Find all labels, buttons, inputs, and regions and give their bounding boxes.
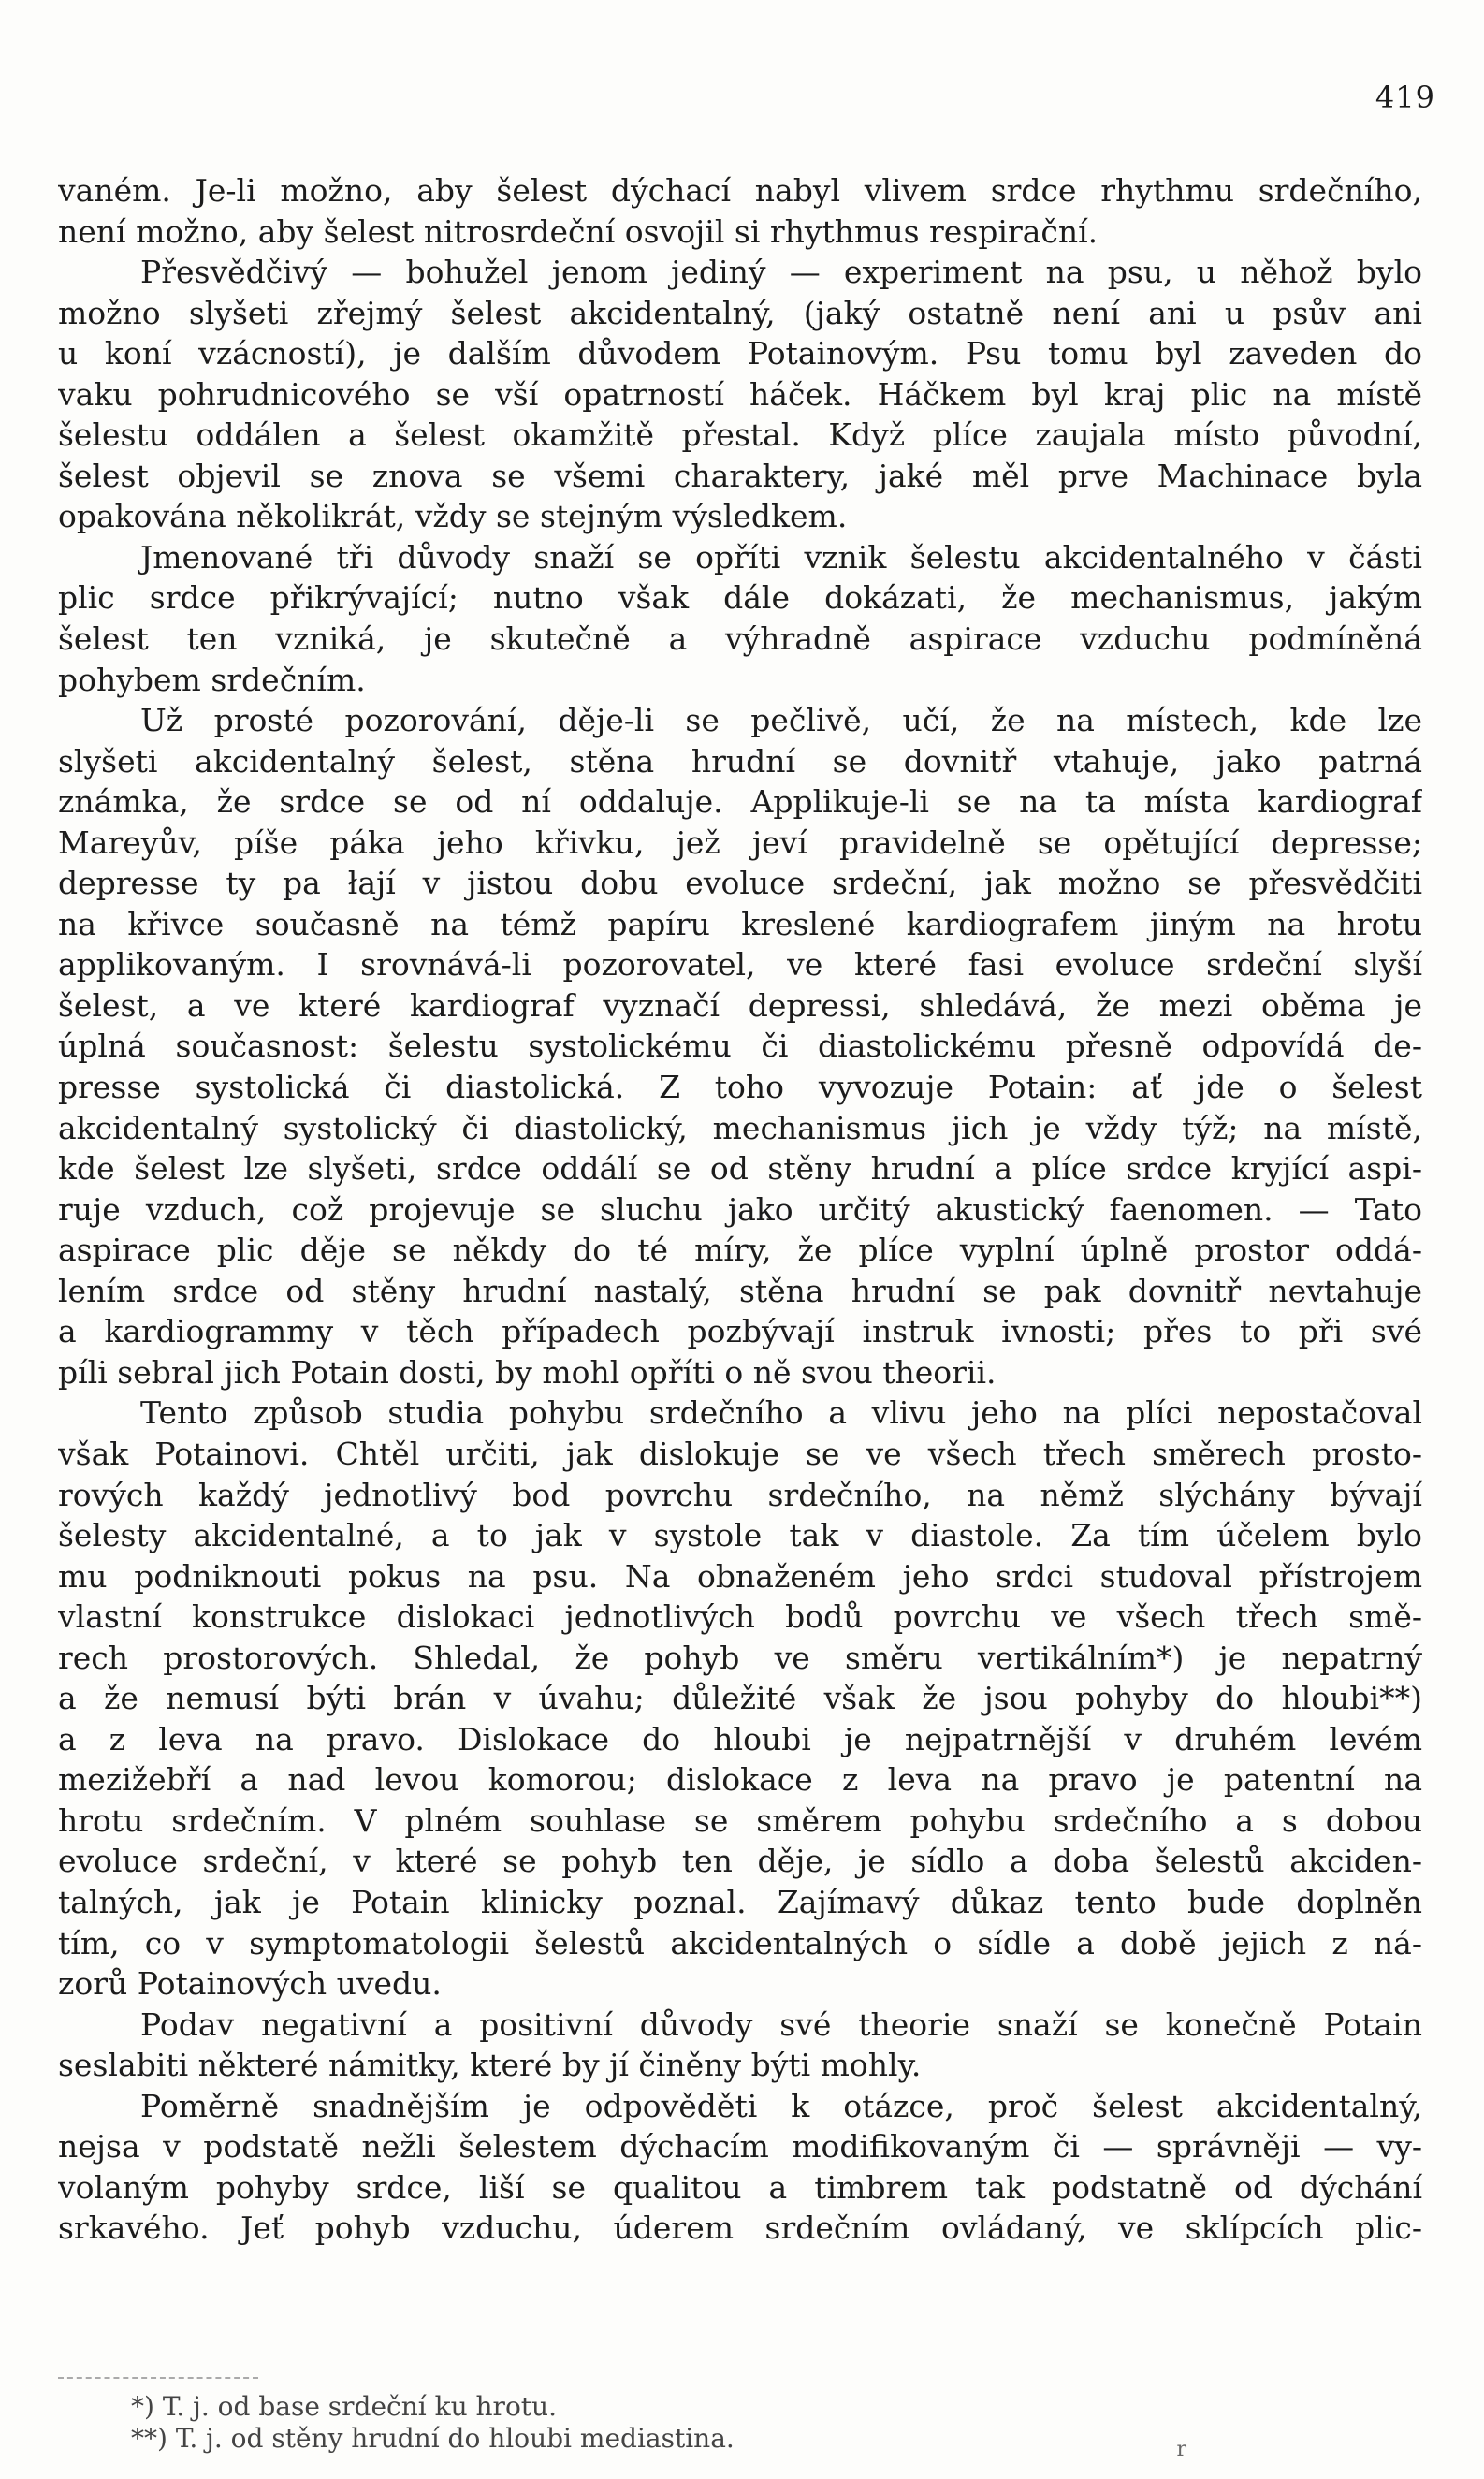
text-line: možno slyšeti zřejmý šelest akcidentalný, (jaký ostatně není ani u psův ani (58, 294, 1422, 331)
text-line: Tento způsob studia pohybu srdečního a vlivu jeho na plíci nepostačoval (140, 1394, 1422, 1432)
text-line: srkavého. Jeť pohyb vzduchu, úderem srdečním ovládaný, ve sklípcích plic- (58, 2209, 1422, 2247)
text-line: Jmenované tři důvody snaží se opříti vznik šelestu akcidentalného v části (140, 538, 1422, 576)
text-line: není možno, aby šelest nitrosrdeční osvojil si rhythmus respirační. (58, 212, 1098, 250)
text-line: a kardiogrammy v těch případech pozbývají instruk ivnosti; přes to při své (58, 1313, 1422, 1350)
text-line: evoluce srdeční, v které se pohyb ten děje, je sídlo a doba šelestů akciden- (58, 1843, 1422, 1880)
text-line: hrotu srdečním. V plném souhlase se směrem pohybu srdečního a s dobou (58, 1801, 1422, 1839)
text-line: seslabiti některé námitky, které by jí činěny býti mohly. (58, 2047, 922, 2084)
text-line: vaném. Je-li možno, aby šelest dýchací nabyl vlivem srdce rhythmu srdečního, (58, 172, 1422, 209)
text-line: volaným pohyby srdce, liší se qualitou a timbrem tak podstatně od dýchání (58, 2168, 1422, 2206)
text-line: a z leva na pravo. Dislokace do hloubi je nejpatrnější v druhém levém (58, 1720, 1422, 1757)
text-line: šelestu oddálen a šelest okamžitě přestal. Když plíce zaujala místo původní, (58, 416, 1422, 454)
text-line: píli sebral jich Potain dosti, by mohl opříti o ně svou theorii. (58, 1353, 997, 1391)
footnote-divider (58, 2377, 258, 2379)
text-line: Už prosté pozorování, děje-li se pečlivě, učí, že na místech, kde lze (140, 702, 1422, 739)
text-line: rech prostorových. Shledal, že pohyb ve směru vertikálním*) je nepatrný (58, 1639, 1422, 1676)
text-line: na křivce současně na témž papíru kreslené kardiografem jiným na hrotu (58, 905, 1422, 942)
footnote: *) T. j. od base srdeční ku hrotu. (131, 2391, 557, 2422)
text-line: presse systolická či diastolická. Z toho vyvozuje Potain: ať jde o šelest (58, 1069, 1422, 1106)
text-line: applikovaným. I srovnává-li pozorovatel, ve které fasi evoluce srdeční slyší (58, 946, 1422, 984)
printer-mark: r (1176, 2438, 1186, 2461)
text-line: opakována několikrát, vždy se stejným výsledkem. (58, 498, 848, 535)
text-line: vaku pohrudnicového se vší opatrností háček. Háčkem byl kraj plic na místě (58, 375, 1422, 413)
text-line: kde šelest lze slyšeti, srdce oddálí se od stěny hrudní a plíce srdce kryjící aspi- (58, 1150, 1422, 1188)
text-line: rových každý jednotlivý bod povrchu srdečního, na němž slýchány bývají (58, 1476, 1422, 1513)
body-text (58, 170, 1422, 2249)
text-line: šelest ten vzniká, je skutečně a výhradně aspirace vzduchu podmíněná (58, 620, 1422, 658)
footnote: **) T. j. od stěny hrudní do hloubi mediastina. (131, 2423, 735, 2454)
text-line: plic srdce přikrývající; nutno však dále dokázati, že mechanismus, jakým (58, 579, 1422, 617)
text-line: vlastní konstrukce dislokaci jednotlivých bodů povrchu ve všech třech smě- (58, 1598, 1422, 1636)
page-number: 419 (1375, 80, 1435, 115)
text-line: mezižebří a nad levou komorou; dislokace z leva na pravo je patentní na (58, 1761, 1422, 1799)
text-line: u koní vzácností), je dalším důvodem Potainovým. Psu tomu byl zaveden do (58, 335, 1422, 372)
text-line: nejsa v podstatě nežli šelestem dýchacím modifikovaným či — správněji — vy- (58, 2128, 1422, 2165)
text-line: Mareyův, píše páka jeho křivku, jež jeví pravidelně se opětující depresse; (58, 824, 1422, 861)
text-line: zorů Potainových uvedu. (58, 1965, 442, 2003)
text-line: akcidentalný systolický či diastolický, mechanismus jich je vždy týž; na místě, (58, 1109, 1422, 1146)
text-line: talných, jak je Potain klinicky poznal. Zajímavý důkaz tento bude doplněn (58, 1883, 1422, 1920)
text-line: známka, že srdce se od ní oddaluje. Applikuje-li se na ta místa kardiograf (58, 783, 1422, 821)
text-line: šelest, a ve které kardiograf vyznačí depressi, shledává, že mezi oběma je (58, 986, 1422, 1024)
text-line: slyšeti akcidentalný šelest, stěna hrudní se dovnitř vtahuje, jako patrná (58, 742, 1422, 780)
text-line: úplná současnost: šelestu systolickému či diastolickému přesně odpovídá de- (58, 1028, 1422, 1065)
text-line: tím, co v symptomatologii šelestů akcidentalných o sídle a době jejich z ná- (58, 1924, 1422, 1961)
text-line: šelest objevil se znova se všemi charaktery, jaké měl prve Machinace byla (58, 457, 1422, 494)
footnotes (131, 2391, 973, 2455)
text-line: a že nemusí býti brán v úvahu; důležité však že jsou pohyby do hloubi**) (58, 1680, 1422, 1717)
text-line: aspirace plic děje se někdy do té míry, že plíce vyplní úplně prostor oddá- (58, 1232, 1422, 1269)
text-line: depresse ty pa łají v jistou dobu evoluce srdeční, jak možno se přesvědčiti (58, 865, 1422, 902)
text-line: mu podniknouti pokus na psu. Na obnaženém jeho srdci studoval přístrojem (58, 1557, 1422, 1595)
text-line: ruje vzduch, což projevuje se sluchu jako určitý akustický faenomen. — Tato (58, 1190, 1422, 1228)
text-line: Přesvědčivý — bohužel jenom jediný — experiment na psu, u něhož bylo (140, 254, 1422, 291)
text-line: pohybem srdečním. (58, 661, 366, 698)
text-line: Podav negativní a positivní důvody své theorie snaží se konečně Potain (140, 2005, 1422, 2043)
text-line: však Potainovi. Chtěl určiti, jak dislokuje se ve všech třech směrech prosto- (58, 1435, 1422, 1472)
text-line: lením srdce od stěny hrudní nastalý, stěna hrudní se pak dovnitř nevtahuje (58, 1272, 1422, 1309)
text-line: Poměrně snadnějším je odpověděti k otázce, proč šelest akcidentalný, (140, 2087, 1422, 2124)
text-line: šelesty akcidentalné, a to jak v systole tak v diastole. Za tím účelem bylo (58, 1517, 1422, 1554)
